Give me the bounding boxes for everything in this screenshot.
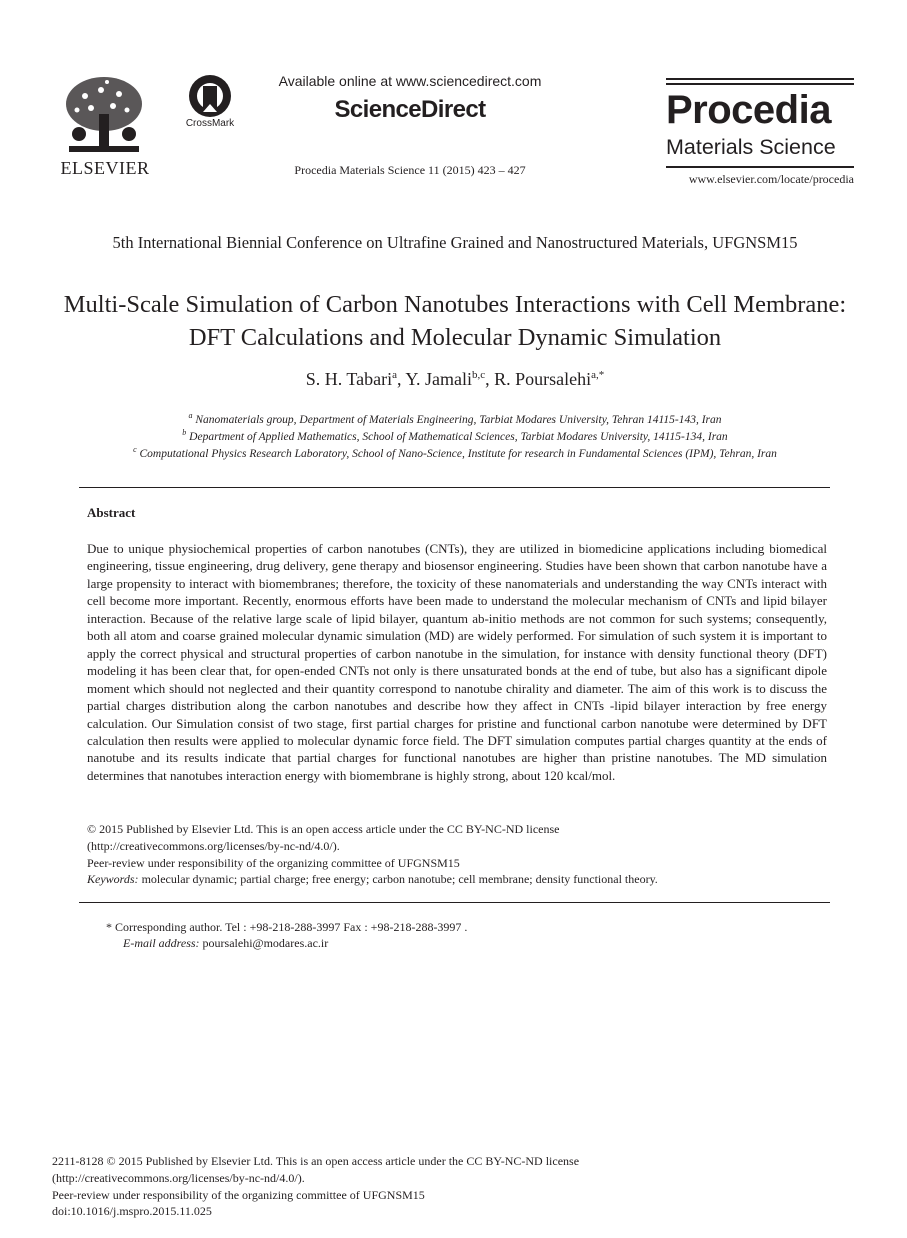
- affiliation: [60, 442, 850, 462]
- email-label: E-mail address:: [123, 936, 200, 950]
- elsevier-logo: [55, 74, 155, 179]
- footer-doi[interactable]: doi:10.1016/j.mspro.2015.11.025: [52, 1204, 212, 1218]
- author-affil-mark: b,c: [472, 369, 486, 381]
- procedia-rule: [666, 78, 854, 80]
- procedia-rule: [666, 166, 854, 168]
- author-name: R. Poursalehi: [494, 369, 592, 389]
- corresponding-author: * Corresponding author. Tel : +98-218-288-3997 Fax : +98-218-288-3997 .: [106, 920, 468, 934]
- affiliation-text: Department of Applied Mathematics, School of Mathematical Sciences, Tarbiat Modares University, 14115-134, Iran: [189, 430, 728, 443]
- procedia-logo: [666, 74, 854, 192]
- peer-review-notice: Peer-review under responsibility of the organizing committee of UFGNSM15: [87, 856, 460, 870]
- procedia-rule: [666, 83, 854, 85]
- affiliation-mark: a: [188, 411, 193, 420]
- author-name: S. H. Tabari: [305, 369, 393, 389]
- author-separator: ,: [485, 369, 495, 389]
- procedia-name: Procedia: [666, 88, 831, 132]
- author-name: Y. Jamali: [405, 369, 473, 389]
- footer-issn-license: 2211-8128 © 2015 Published by Elsevier Ltd. This is an open access article under the CC BY-NC-ND license: [52, 1154, 580, 1168]
- procedia-url[interactable]: www.elsevier.com/locate/procedia: [688, 172, 854, 186]
- elsevier-tree-icon: [61, 74, 147, 156]
- affiliation-mark: b: [182, 428, 187, 437]
- email-address[interactable]: poursalehi@modares.ac.ir: [199, 936, 329, 950]
- conference-name: 5th International Biennial Conference on Ultrafine Grained and Nanostructured Materials, UFGNSM15: [112, 233, 798, 252]
- affiliation-text: Computational Physics Research Laboratory, School of Nano-Science, Institute for research in Fundamental Sciences (IPM), Tehran, Iran: [139, 447, 777, 460]
- elsevier-wordmark: ELSEVIER: [60, 158, 150, 178]
- email-line: [123, 935, 328, 952]
- footer-license-link[interactable]: (http://creativecommons.org/licenses/by-nc-nd/4.0/).: [52, 1171, 305, 1185]
- author-affil-mark: a: [392, 369, 397, 381]
- abstract-body: Due to unique physiochemical properties of carbon nanotubes (CNTs), they are utilized in biomedicine applications including biomedical engineering, tissue engineering, drug delivery, gene therapy and biosensor engineering. Studies have been shown that carbon nanotube have a large propensity to interact with biomembranes; therefore, the toxicity of these nanomaterials and understanding the way CNTs interact with cell become more important. Recently, enormous efforts have been made to understand the molecular mechanism of CNTs and lipid bilayer interaction. Because of the relative large scale of lipid bilayer, quantum ab-initio methods are not common for such systems; consequently, both all atom and coarse grained molecular dynamic simulation (MD) are widely performed. For simulation of such system it is important to apply the correct physical and structural properties of carbon nanotube in the simulation, for instance with density functional theory (DFT) modeling it has been clear that, for open-ended CNTs not only is there unsaturated bonds at the end of tube, but also has a significant dipole moment which should not neglected and their quantity correspond to nanotube chirality and diameter. The aim of this work is to discuss the partial charges distribution along the carbon nanotubes and describe how they affect in CNTs -lipid bilayer interaction by free energy calculation. Our Simulation consist of two stage, first partial charges for pristine and functional carbon nanotube were determined by DFT calculation then results were applied to molecular dynamic force field. The DFT simulation computes partial charges quantity at the ends of nanotube and its results indicate that partial charges for functional nanotubes are higher than pristine nanotubes. The MD simulation determines that nanotubes interaction energy with biomembrane is highly strong, about 120 kcal/mol.: [87, 541, 827, 783]
- paper-title: Multi-Scale Simulation of Carbon Nanotubes Interactions with Cell Membrane: DFT Calculations and Molecular Dynamic Simulation: [63, 291, 847, 351]
- affiliation-mark: c: [133, 445, 137, 454]
- affiliation-text: Nanomaterials group, Department of Materials Engineering, Tarbiat Modares University, Tehran 14115-143, Iran: [195, 413, 722, 426]
- footer-peer-review: Peer-review under responsibility of the organizing committee of UFGNSM15: [52, 1188, 425, 1202]
- crossmark-label: CrossMark: [185, 118, 235, 129]
- license-link[interactable]: (http://creativecommons.org/licenses/by-nc-nd/4.0/).: [87, 839, 340, 853]
- author-separator: ,: [397, 369, 406, 389]
- available-online-text: Available online at www.sciencedirect.com: [278, 73, 542, 89]
- abstract-heading: Abstract: [87, 505, 136, 520]
- journal-reference: Procedia Materials Science 11 (2015) 423 – 427: [294, 163, 526, 177]
- procedia-subtitle: Materials Science: [666, 135, 836, 159]
- keywords-text: molecular dynamic; partial charge; free energy; carbon nanotube; cell membrane; density functional theory.: [138, 872, 658, 886]
- sciencedirect-brand: ScienceDirect: [334, 96, 486, 123]
- author-list: [100, 369, 810, 390]
- author-affil-mark: a,*: [591, 369, 605, 381]
- keywords-label: Keywords:: [87, 872, 139, 886]
- section-divider: [79, 487, 830, 488]
- copyright-notice: © 2015 Published by Elsevier Ltd. This is an open access article under the CC BY-NC-ND license: [87, 822, 560, 836]
- section-divider: [79, 902, 830, 903]
- keywords-line: [87, 871, 827, 888]
